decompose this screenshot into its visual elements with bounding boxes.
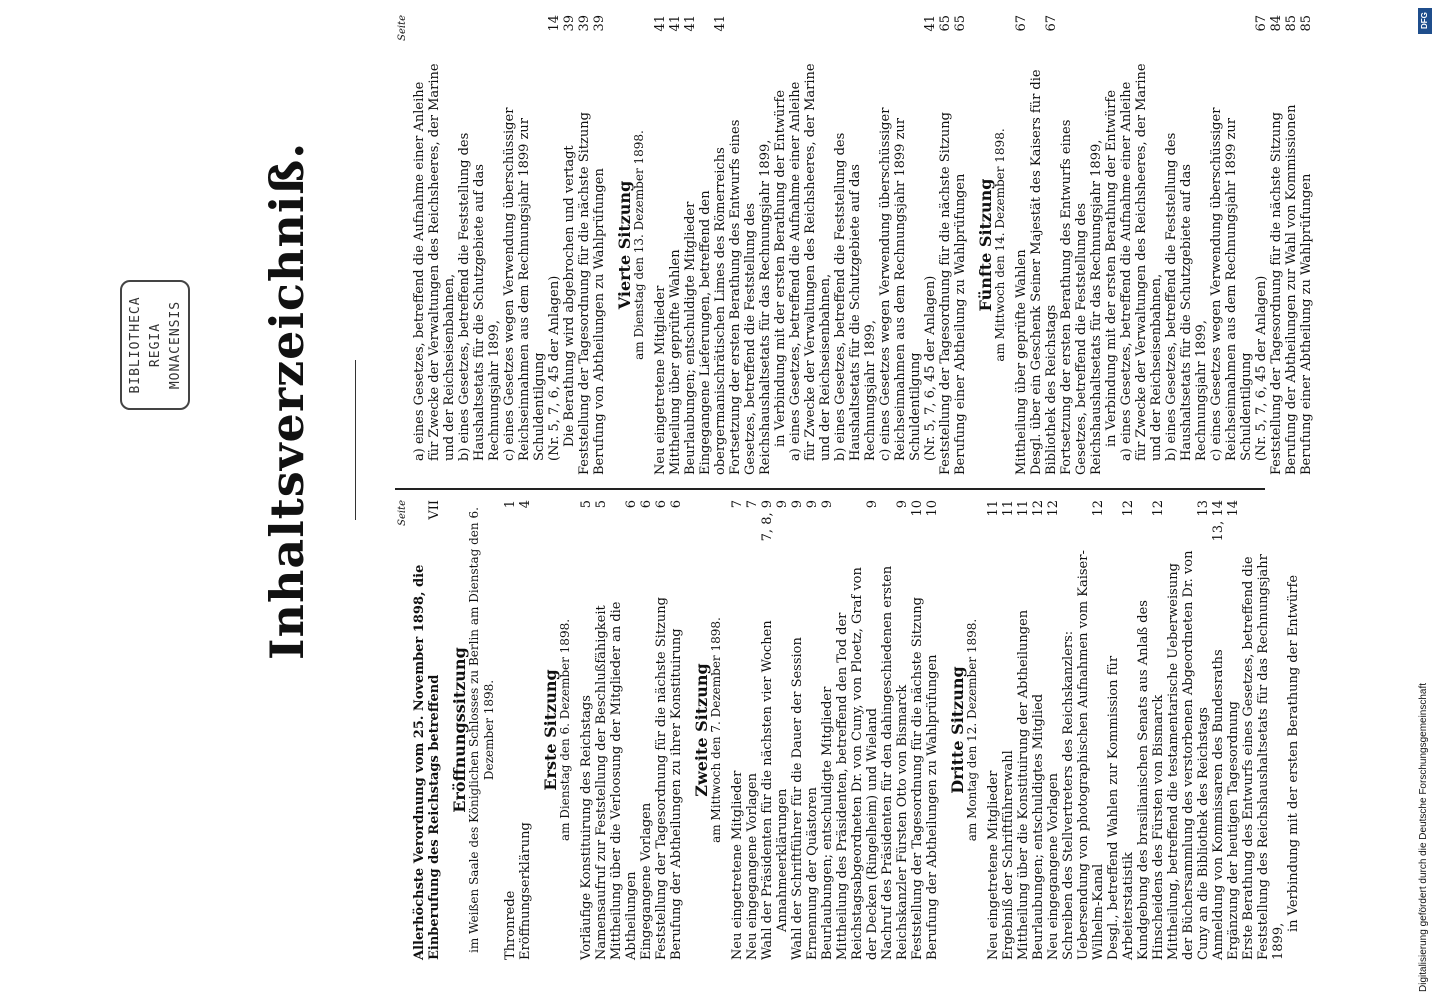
toc-entry-text: Feststellung der Tagesordnung für die nächste Sitzung [938, 112, 953, 475]
toc-entry-page: 12 [1091, 500, 1106, 517]
toc-entry [1001, 500, 1016, 960]
toc-entry-text: Erste Berathung des Entwurfs eines Gesetzes, betreffend die Feststellung des Reichshaushaltsetats für das Rechnungsjahr 1899, [1241, 554, 1286, 960]
toc-entry [1209, 15, 1254, 475]
toc-entry-page: 4 [518, 500, 533, 509]
toc-entry [1136, 500, 1166, 960]
toc-entry-page: 5 [579, 500, 594, 509]
toc-entry [639, 500, 654, 960]
toc-entry-text: Die Berathung wird abgebrochen und vertagt [562, 145, 577, 447]
toc-entry [412, 500, 442, 960]
toc-entry-text: in Verbindung mit der ersten Berathung der Entwürfe [1286, 574, 1301, 932]
toc-entry-text: Berufung einer Abtheilung zu Wahlprüfungen [953, 173, 968, 475]
toc-entry-text: Eröffnungserklärung [518, 822, 533, 960]
toc-entry-page: 41 [923, 15, 938, 32]
toc-entry [1226, 500, 1241, 960]
toc-entry-text: Ergebniß der Schriftführerwahl [1001, 750, 1016, 960]
toc-entry-text: b) eines Gesetzes, betreffend die Feststellung des Haushaltsetats für die Schutzgebiete auf das Rechnungsjahr 1899, [1164, 132, 1209, 461]
toc-entry-page: 7, 8, 9 [760, 500, 775, 542]
toc-entry-page: 9 [820, 500, 835, 509]
toc-entry-text: Feststellung der Tagesordnung für die nächste Sitzung [1269, 112, 1284, 475]
toc-entry-text: in Verbindung mit der ersten Berathung der Entwürfe [1104, 89, 1119, 447]
toc-entry [1211, 500, 1226, 960]
toc-entry-text: Kundgebung des brasilianischen Senats aus Anlaß des Hinscheidens des Fürsten von Bismarck [1136, 600, 1166, 960]
toc-entry [835, 500, 880, 960]
toc-entry [775, 500, 790, 960]
toc-entry-page: 9 [895, 500, 910, 509]
toc-entry [1254, 15, 1269, 475]
toc-entry [1059, 15, 1104, 475]
toc-entry [820, 500, 835, 960]
session-title: Erste Sitzung [541, 669, 560, 791]
toc-entry [518, 500, 533, 960]
toc-entry [1016, 500, 1031, 960]
toc-entry-page: 84 [1269, 15, 1284, 32]
toc-entry-text: Anmeldung von Kommissaren des Bundesraths [1211, 649, 1226, 960]
seite-header: Seite [397, 15, 408, 41]
digitization-credit: Digitalisierung gefördert durch die Deutsche Forschungsgemeinschaft [1418, 682, 1429, 992]
toc-entry [1119, 15, 1164, 475]
stamp-line: MONACENSIS [168, 300, 183, 390]
toc-entry [654, 500, 669, 960]
toc-entry-text: Feststellung der Tagesordnung für die nächste Sitzung [577, 112, 592, 475]
stamp-line: REGIA [148, 322, 163, 368]
toc-entry-text: Feststellung der Tagesordnung für die nächste Sitzung [654, 597, 669, 960]
toc-entry-text: Berufung der Abtheilungen zu ihrer Konstituirung [669, 628, 684, 960]
toc-entry [923, 15, 938, 475]
toc-entry-text: Berufung der Abtheilungen zu Wahlprüfungen [925, 654, 940, 960]
toc-entry-page: 9 [775, 500, 790, 509]
toc-entry [1046, 500, 1061, 960]
toc-entry [577, 15, 592, 475]
toc-entry [594, 500, 609, 960]
session-title: Dritte Sitzung [948, 666, 967, 794]
toc-entry [760, 500, 775, 960]
toc-entry-page: 67 [1014, 15, 1029, 32]
toc-entry [878, 15, 923, 475]
toc-entry-text: Mittheilung über die Konstituirung der Abtheilungen [1016, 609, 1031, 960]
toc-entry [730, 500, 745, 960]
toc-entry [788, 15, 833, 475]
toc-entry-text: Nachruf des Präsidenten für den dahingeschiedenen ersten Reichskanzler Fürsten Otto von Bismarck [880, 565, 910, 960]
toc-entry-text: Mittheilung über geprüfte Wahlen [668, 249, 683, 475]
toc-entry-page: 6 [639, 500, 654, 509]
toc-entry [1164, 15, 1209, 475]
toc-entry [1166, 500, 1211, 960]
toc-entry-text: Neu eingetretene Mitglieder [986, 770, 1001, 960]
toc-entry-text: Annahmeerklärungen [775, 788, 790, 932]
toc-entry-page: 41 [713, 15, 728, 32]
toc-entry-text: Ernennung der Quästoren [805, 787, 820, 960]
toc-entry-page: VII [427, 500, 442, 520]
seite-header: Seite [397, 500, 408, 526]
toc-entry-text: Desgl., betreffend Wahlen zur Kommission für Arbeiterstatistik [1106, 655, 1136, 960]
toc-entry-text: in Verbindung mit der ersten Berathung der Entwürfe [773, 89, 788, 447]
toc-entry-text: Desgl. über ein Geschenk Seiner Majestät des Kaisers für die Bibliothek des Reichstags [1029, 69, 1059, 475]
toc-entry-text: a) eines Gesetzes, betreffend die Aufnahme einer Anleihe für Zwecke der Verwaltungen des Reichsheeres, der Marine und der Reichseisenbahnen, [788, 63, 833, 461]
session-date: am Dienstag den 6. Dezember 1898. [558, 618, 572, 842]
toc-entry-page: 11 [1001, 500, 1016, 517]
toc-entry-page: 39 [577, 15, 592, 32]
toc-entry [592, 15, 607, 475]
session-date: im Weißen Saale des Königlichen Schlosses zu Berlin am Dienstag den 6. Dezember 1898. [467, 507, 496, 953]
toc-entry-text: Mittheilung des Präsidenten, betreffend den Tod der Reichstagsabgeordneten Dr. von Cuny, von Ploetz, Graf von der Decken (Ringelheim) und Wieland [835, 567, 880, 960]
toc-entry-text: Ergänzung der heutigen Tagesordnung [1226, 701, 1241, 960]
toc-entry-page: 41 [683, 15, 698, 32]
toc-entry-page: 5 [594, 500, 609, 509]
toc-entry-text: b) eines Gesetzes, betreffend die Feststellung des Haushaltsetats für die Schutzgebiete auf das Rechnungsjahr 1899, [833, 132, 878, 461]
toc-entry-page: 9 [865, 500, 880, 509]
library-stamp [120, 280, 190, 410]
toc-entry-text: Allerhöchste Verordnung vom 25. November 1898, die Einberufung des Reichstags betreffend [412, 564, 442, 960]
toc-entry [1269, 15, 1284, 475]
toc-entry-text: Beurlaubungen; entschuldigtes Mitglied [1031, 693, 1046, 960]
toc-entry [579, 500, 594, 960]
toc-entry [547, 15, 562, 475]
toc-entry-text: Fortsetzung der ersten Berathung des Entwurfs eines Gesetzes, betreffend die Feststellung des Reichshaushaltsetats für das Rechnungsjahr 1899, [1059, 119, 1104, 475]
toc-entry-page: 13, 14 [1211, 500, 1226, 542]
toc-entry-text: c) eines Gesetzes wegen Verwendung überschüssiger Reichseinnahmen aus dem Rechnungsjahr 1899 zur Schuldentilgung [502, 107, 547, 461]
session-date: am Mittwoch den 14. Dezember 1898. [993, 128, 1007, 362]
toc-entry-text: Vorläufige Konstituirung des Reichstags [579, 695, 594, 960]
toc-entry-text: Namensaufruf zur Feststellung der Beschlußfähigkeit [594, 605, 609, 960]
toc-entry-page: 12 [1031, 500, 1046, 517]
toc-entry-text: Neu eingetretene Mitglieder [730, 770, 745, 960]
toc-entry-text: Feststellung der Tagesordnung für die nächste Sitzung [910, 597, 925, 960]
page-title: Inhaltsverzeichniß. [260, 141, 314, 660]
session-date: am Montag den 12. Dezember 1898. [965, 618, 979, 842]
toc-entry [1014, 15, 1029, 475]
toc-entry-text: Beurlaubungen; entschuldigte Mitglieder [820, 686, 835, 960]
toc-entry-page: 10 [925, 500, 940, 517]
toc-entry [833, 15, 878, 475]
toc-entry [880, 500, 910, 960]
toc-entry-page: 65 [953, 15, 968, 32]
toc-entry [805, 500, 820, 960]
session-title: Eröffnungssitzung [450, 647, 469, 813]
toc-entry-page: 10 [910, 500, 925, 517]
toc-entry [986, 500, 1001, 960]
toc-entry [562, 15, 577, 475]
toc-entry-text: Neu eingetretene Mitglieder [653, 285, 668, 475]
dfg-logo: DFG [1418, 8, 1432, 34]
stamp-line: BIBLIOTHECA [128, 296, 143, 394]
toc-entry-page: 14 [547, 15, 562, 32]
toc-entry-text: b) eines Gesetzes, betreffend die Feststellung des Haushaltsetats für die Schutzgebiete auf das Rechnungsjahr 1899, [457, 132, 502, 461]
toc-entry-text: a) eines Gesetzes, betreffend die Aufnahme einer Anleihe für Zwecke der Verwaltungen des Reichsheeres, der Marine und der Reichseisenbahnen, [412, 63, 457, 461]
toc-entry-page: 13 [1196, 500, 1211, 517]
toc-entry-text: Fortsetzung der ersten Berathung des Entwurfs eines Gesetzes, betreffend die Feststellung des Reichshaushaltsetats für das Rechnungsjahr 1899, [728, 119, 773, 475]
toc-entry-page: 6 [669, 500, 684, 509]
toc-entry-text: Beurlaubungen; entschuldigte Mitglieder [683, 201, 698, 475]
toc-entry-text: Neu eingegangene Vorlagen [745, 772, 760, 960]
toc-entry-page: 39 [592, 15, 607, 32]
toc-entry-text: c) eines Gesetzes wegen Verwendung überschüssiger Reichseinnahmen aus dem Rechnungsjahr 1899 zur Schuldentilgung [1209, 107, 1254, 461]
toc-entry [503, 500, 518, 960]
toc-entry-page: 41 [653, 15, 668, 32]
toc-entry-page: 67 [1044, 15, 1059, 32]
toc-entry [1286, 500, 1301, 960]
toc-entry-text: Mittheilung über geprüfte Wahlen [1014, 249, 1029, 475]
toc-entry [683, 15, 698, 475]
left-column [395, 500, 1301, 960]
right-column [395, 15, 1314, 475]
toc-entry [910, 500, 925, 960]
toc-entry-text: Berufung einer Abtheilung zu Wahlprüfungen [1299, 173, 1314, 475]
toc-entry [609, 500, 639, 960]
toc-entry-page: 9 [790, 500, 805, 509]
toc-entry-page: 7 [730, 500, 745, 509]
toc-entry-page: 9 [805, 500, 820, 509]
toc-entry-text: Wahl der Schriftführer für die Dauer der Session [790, 637, 805, 960]
toc-page [25, 0, 1325, 1000]
toc-entry [925, 500, 940, 960]
toc-entry [1061, 500, 1106, 960]
toc-entry-text: (Nr. 5, 7, 6, 45 der Anlagen) [547, 275, 562, 461]
toc-entry [502, 15, 547, 475]
toc-entry [412, 15, 457, 475]
toc-entry-text: Mittheilung, betreffend die testamentarische Ueberweisung der Büchersammlung des verstorbenen Abgeordneten Dr. von Cuny an die Bibliothek des Reichstags [1166, 550, 1211, 960]
toc-entry-text: Wahl der Präsidenten für die nächsten vier Wochen [760, 620, 775, 960]
toc-entry [790, 500, 805, 960]
toc-entry [1284, 15, 1299, 475]
toc-entry [728, 15, 773, 475]
toc-entry-text: (Nr. 5, 7, 6, 45 der Anlagen) [923, 275, 938, 461]
toc-entry-text: a) eines Gesetzes, betreffend die Aufnahme einer Anleihe für Zwecke der Verwaltungen des Reichsheeres, der Marine und der Reichseisenbahnen, [1119, 63, 1164, 461]
toc-entry [953, 15, 968, 475]
toc-entry [669, 500, 684, 960]
toc-entry-text: Eingegangene Lieferungen, betreffend den obergermanischrätischen Limes des Römerreichs [698, 147, 728, 475]
toc-entry-page: 11 [986, 500, 1001, 517]
toc-entry-page: 1 [503, 500, 518, 509]
toc-entry [698, 15, 728, 475]
toc-entry-text: c) eines Gesetzes wegen Verwendung überschüssiger Reichseinnahmen aus dem Rechnungsjahr 1899 zur Schuldentilgung [878, 107, 923, 461]
toc-entry-text: Berufung der Abtheilungen zur Wahl von Kommissionen [1284, 104, 1299, 475]
toc-entry [1106, 500, 1136, 960]
toc-entry [457, 15, 502, 475]
toc-entry-page: 11 [1016, 500, 1031, 517]
toc-entry-page: 41 [668, 15, 683, 32]
toc-entry-page: 67 [1254, 15, 1269, 32]
toc-entry-page: 6 [624, 500, 639, 509]
toc-entry-page: 6 [654, 500, 669, 509]
toc-entry-text: Neu eingegangene Vorlagen [1046, 772, 1061, 960]
toc-entry [745, 500, 760, 960]
toc-entry-page: 65 [938, 15, 953, 32]
session-title: Vierte Sitzung [615, 180, 634, 310]
toc-entry [668, 15, 683, 475]
toc-entry-text: Schreiben des Stellvertreters des Reichskanzlers: Uebersendung von photographischen Aufnahmen vom Kaiser-Wilhelm-Kanal [1061, 550, 1106, 960]
toc-entry-page: 14 [1226, 500, 1241, 517]
toc-entry-page: 85 [1299, 15, 1314, 32]
toc-entry [1299, 15, 1314, 475]
toc-entry-page: 85 [1284, 15, 1299, 32]
session-date: am Mittwoch den 7. Dezember 1898. [709, 617, 723, 843]
toc-entry-text: Berufung von Abtheilungen zu Wahlprüfungen [592, 168, 607, 475]
title-rule [355, 360, 356, 520]
session-title: Zweite Sitzung [692, 663, 711, 797]
session-date: am Dienstag den 13. Dezember 1898. [632, 130, 646, 360]
toc-entry [1031, 500, 1046, 960]
toc-entry [938, 15, 953, 475]
session-title: Fünfte Sitzung [976, 178, 995, 312]
toc-entry-page: 39 [562, 15, 577, 32]
column-divider [395, 488, 1265, 490]
toc-entry-text: (Nr. 5, 7, 6, 45 der Anlagen) [1254, 275, 1269, 461]
toc-entry-text: Thronrede [503, 890, 518, 960]
toc-entry [653, 15, 668, 475]
toc-entry-page: 7 [745, 500, 760, 509]
toc-entry [773, 15, 788, 475]
toc-entry-page: 12 [1046, 500, 1061, 517]
toc-entry [1241, 500, 1286, 960]
toc-entry-page: 12 [1151, 500, 1166, 517]
toc-entry-text: Eingegangene Vorlagen [639, 802, 654, 960]
toc-entry [1104, 15, 1119, 475]
toc-entry-page: 12 [1121, 500, 1136, 517]
toc-entry-text: Mittheilung über die Verloosung der Mitglieder an die Abtheilungen [609, 601, 639, 960]
toc-entry [1029, 15, 1059, 475]
